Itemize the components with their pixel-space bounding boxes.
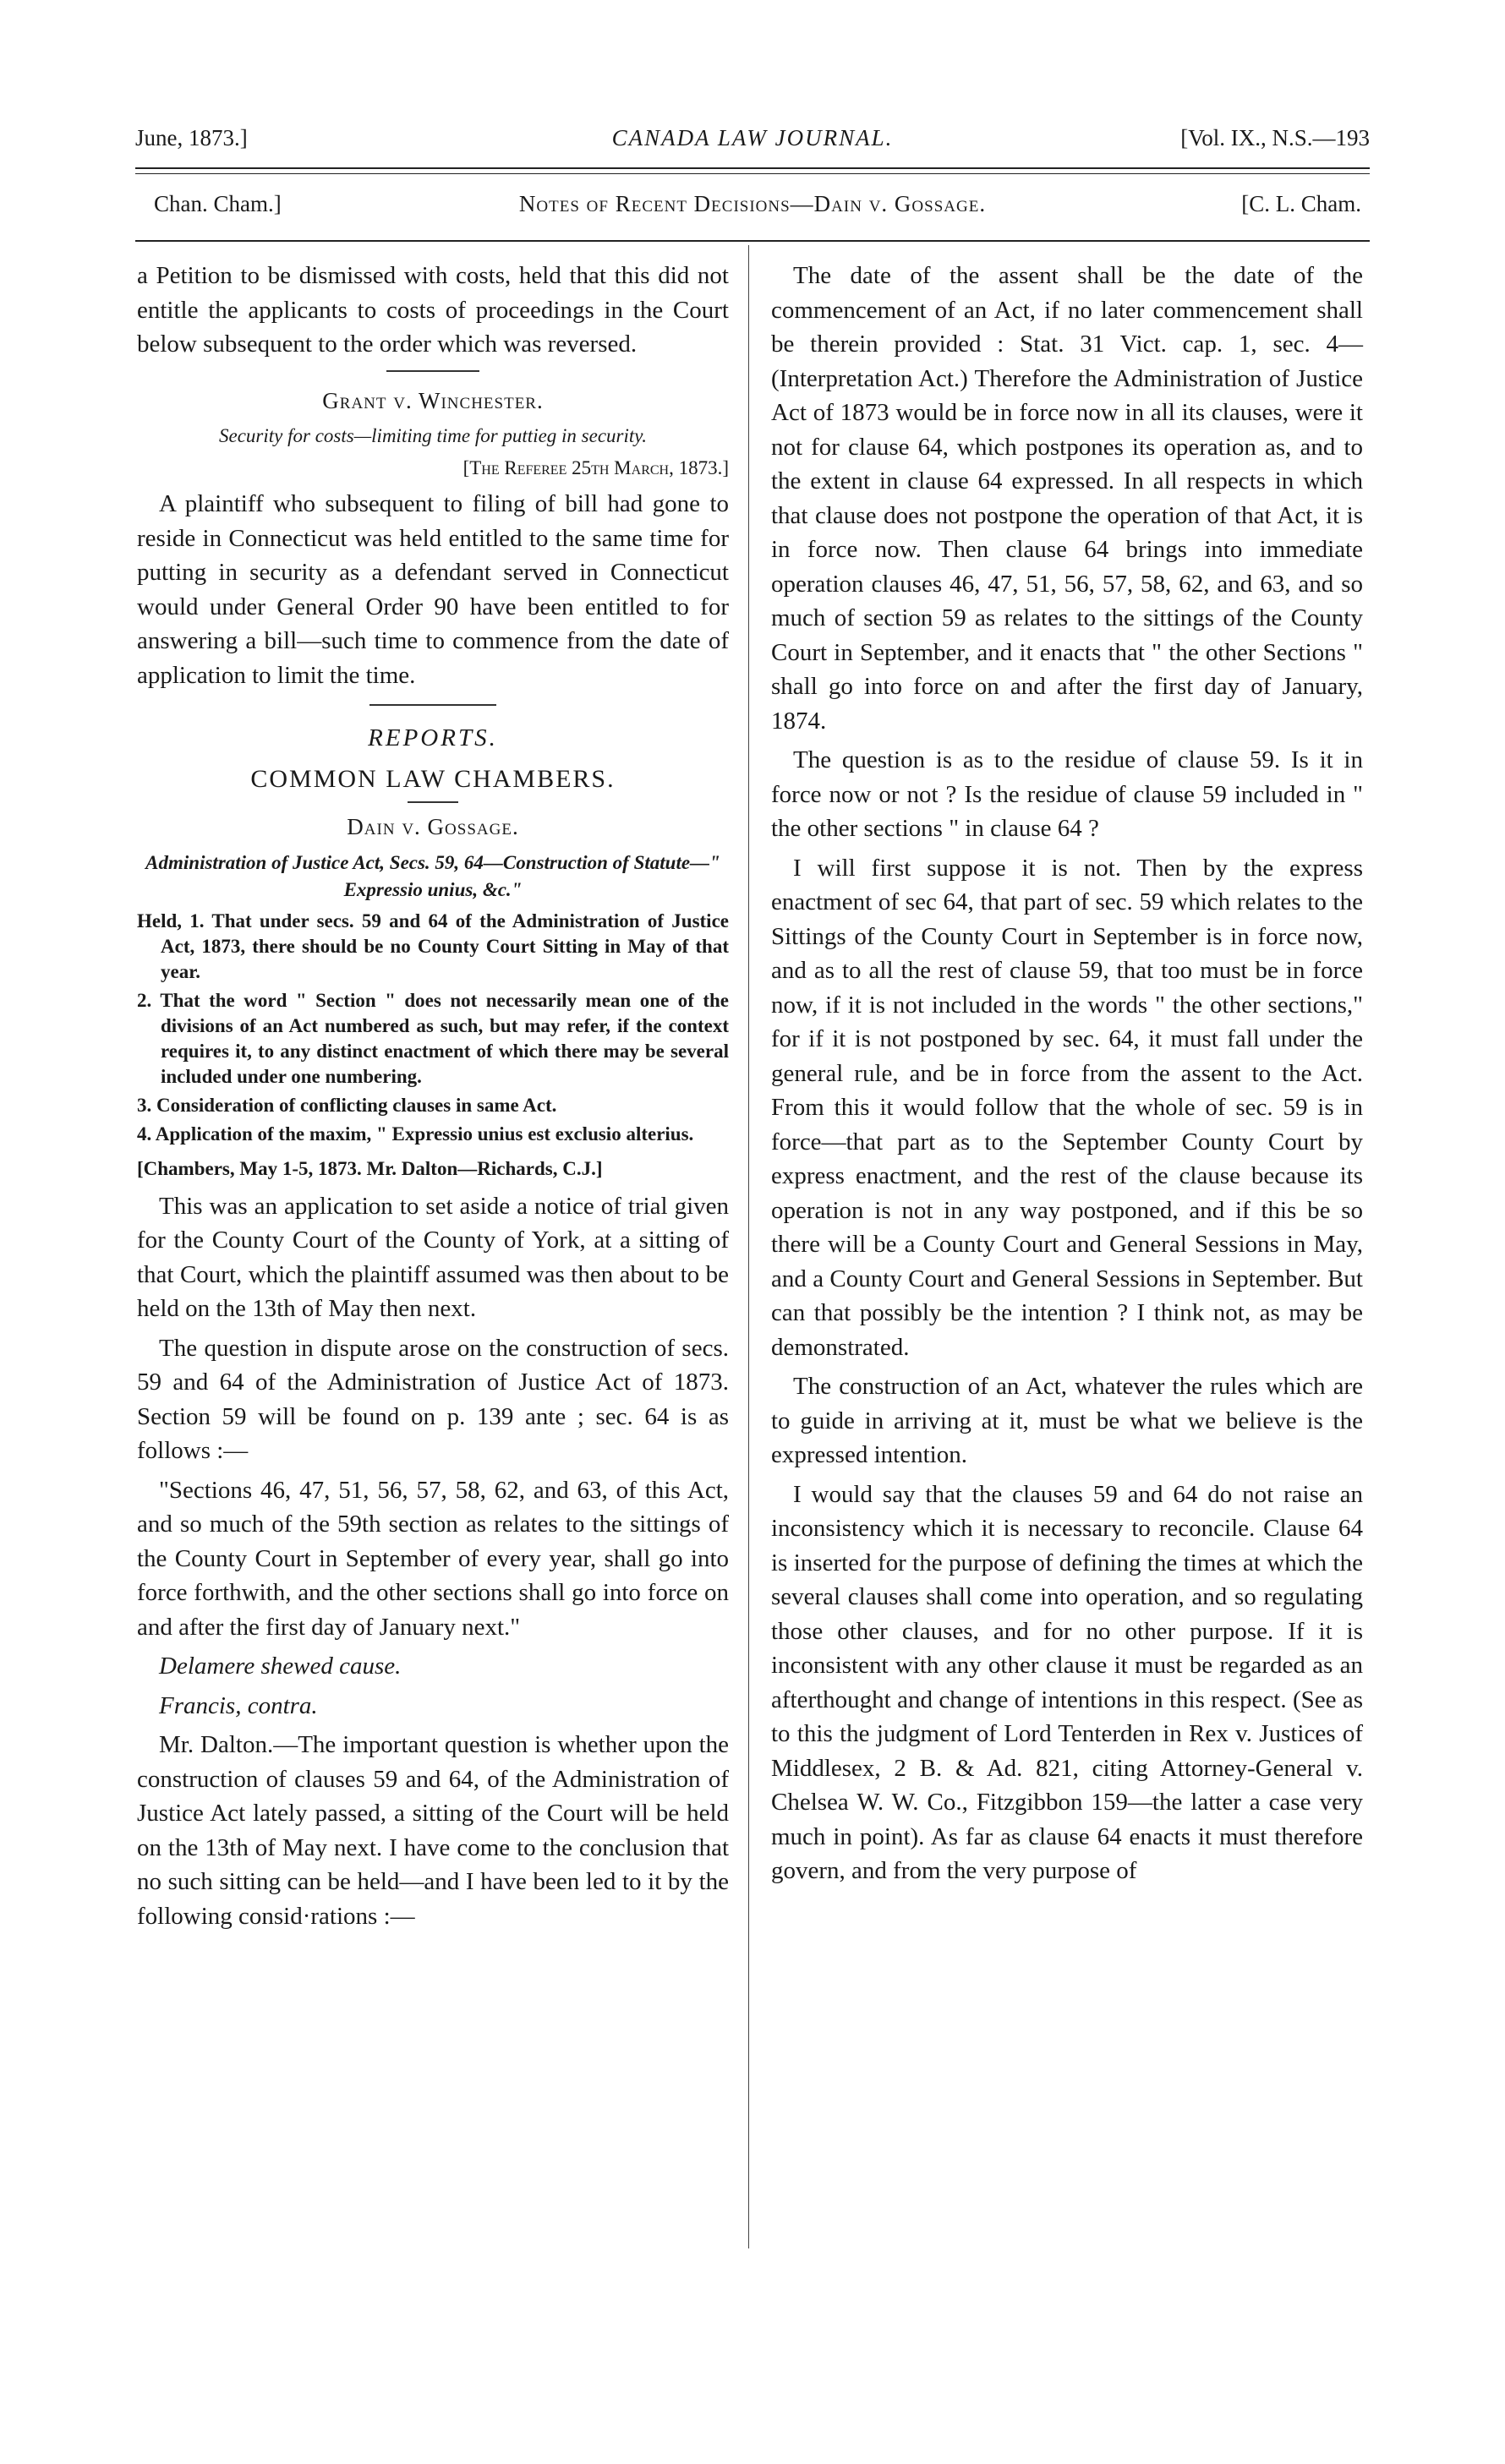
header-double-rule xyxy=(135,167,1370,174)
quoted-section: "Sections 46, 47, 51, 56, 57, 58, 62, and 63, of this Act, and so much of the 59th section as relates to the sittings of the County Court in September of every year, shall go into force forthwith, and the other sections shall go into force on and after the first day of January next." xyxy=(137,1476,729,1641)
held-list xyxy=(137,909,729,1147)
held-item: 2. That the word " Section " does not necessarily mean one of the divisions of an Act numbered as such, but may refer, if the context requires it, to any distinct enactment of which there may be several included under one numbering. xyxy=(137,989,729,1087)
court-left: Chan. Cham.] xyxy=(154,191,282,216)
section-header xyxy=(135,191,1370,225)
issue-date: June, 1873.] xyxy=(135,125,248,150)
case-body: A plaintiff who subsequent to filing of bill had gone to reside in Connecticut was held entitled to the same time for putting in security as a defendant served in Connecticut would under General Order 90 have been entitled to for answering a bill—such time to commence from the date of application to limit the time. xyxy=(137,490,729,689)
separator-rule xyxy=(386,370,479,372)
body-paragraph: Mr. Dalton.—The important question is whether upon the construction of clauses 59 and 64, of the Administration of Justice Act lately passed, a sitting of the Court will be held on the 13th of May next. I have come to the conclusion that no such sitting can be held—and I have been led to it by the following consid·rations :— xyxy=(137,1731,729,1930)
case-citation: [Chambers, May 1-5, 1873. Mr. Dalton—Richards, C.J.] xyxy=(137,1157,603,1179)
subheader-rule xyxy=(135,240,1370,242)
body-paragraph: The construction of an Act, whatever the rules which are to guide in arriving at it, must be what we believe is the expressed intention. xyxy=(771,1373,1363,1468)
section-title: Notes of Recent Decisions—Dain v. Gossage. xyxy=(518,191,987,216)
court-right: [C. L. Cham. xyxy=(1241,191,1361,216)
case-citation: [The Referee 25th March, 1873.] xyxy=(462,457,729,478)
case-subtitle: Security for costs—limiting time for puttieg in security. xyxy=(219,425,647,446)
column-divider xyxy=(748,245,749,2248)
body-paragraph: The date of the assent shall be the date of the commencement of an Act, if no later commencement shall be therein provided : Stat. 31 Vict. cap. 1, sec. 4—(Interpretation Act.) Therefore the Administration of Justice Act of 1873 would be in force now in all its clauses, were it not for clause 64, which postpones its operation as, and to the extent in clause 64 expressed. In all respects in which that clause does not postpone the operation of that Act, it is in force now. Then clause 64 brings into immediate operation clauses 46, 47, 51, 56, 57, 58, 62, and 63, and so much of section 59 as relates to the sittings of the County Court in September, and it enacts that " the other Sections " shall go into force on and after the first day of January, 1874. xyxy=(771,262,1363,735)
counsel-line: Francis, contra. xyxy=(159,1691,318,1719)
held-item: 4. Application of the maxim, " Expressio unius est exclusio alterius. xyxy=(137,1123,694,1145)
right-column xyxy=(771,259,1363,1893)
body-paragraph: This was an application to set aside a notice of trial given for the County Court of the County of York, at a sitting of that Court, which the plaintiff assumed was then about to be held on the 13th of May then next. xyxy=(137,1192,729,1322)
journal-title: CANADA LAW JOURNAL. xyxy=(611,125,894,150)
body-paragraph: The question in dispute arose on the construction of secs. 59 and 64 of the Administration of Justice Act of 1873. Section 59 will be found on p. 139 ante ; sec. 64 is as follows :— xyxy=(137,1334,729,1464)
held-item: 3. Consideration of conflicting clauses in same Act. xyxy=(137,1094,557,1116)
volume-page: [Vol. IX., N.S.—193 xyxy=(1180,125,1370,150)
case-title: Grant v. Winchester. xyxy=(322,387,544,413)
running-header xyxy=(135,125,1370,159)
separator-rule xyxy=(369,704,496,706)
left-column xyxy=(137,259,729,1938)
reports-heading: REPORTS. xyxy=(368,724,498,751)
case-subtitle: Administration of Justice Act, Secs. 59, 64—Construction of Statute—" Expressio unius, &c." xyxy=(145,851,720,900)
chambers-heading: COMMON LAW CHAMBERS. xyxy=(250,764,616,793)
body-paragraph: I would say that the clauses 59 and 64 do not raise an inconsistency which it is necessary to reconcile. Clause 64 is inserted for the purpose of defining the times at which the several clauses shall come into operation, and so regulating those other clauses, and for no other purpose. If it is inconsistent with any other clause it must be regarded as an afterthought and change of intentions in this respect. (See as to this the judgment of Lord Tenterden in Rex v. Justices of Middlesex, 2 B. & Ad. 821, citing Attorney-General v. Chelsea W. W. Co., Fitzgibbon 159—the latter a case very much in point). As far as clause 64 enacts it must therefore govern, and from the very purpose of xyxy=(771,1480,1363,1884)
case-title: Dain v. Gossage. xyxy=(347,814,519,839)
separator-rule xyxy=(408,801,458,803)
body-paragraph: I will first suppose it is not. Then by the express enactment of sec 64, that part of sec. 59 which relates to the Sittings of the County Court in September is in force now, and as to all the rest of clause 59, that too must be in force now, if it is not included in the words " the other sections," for if it is not postponed by sec. 64, it must fall under the general rule, and be in force from the assent to the Act. From this it would follow that the whole of sec. 59 is in force—that part as to the September County Court by express enactment, and the rest of the clause because its operation is not in any way postponed, and if this be so there will be a County Court and General Sessions in May, and a County Court and General Sessions in September. But can that possibly be the intention ? I think not, as may be demonstrated. xyxy=(771,854,1363,1361)
left-paragraph: a Petition to be dismissed with costs, held that this did not entitle the applicants to costs of proceedings in the Court below subsequent to the order which was reversed. xyxy=(137,262,729,358)
counsel-line: Delamere shewed cause. xyxy=(159,1653,402,1680)
held-item: Held, 1. That under secs. 59 and 64 of the Administration of Justice Act, 1873, there should be no County Court Sitting in May of that year. xyxy=(137,910,729,982)
body-paragraph: The question is as to the residue of clause 59. Is it in force now or not ? Is the residue of clause 59 included in " the other sections " in clause 64 ? xyxy=(771,746,1363,842)
